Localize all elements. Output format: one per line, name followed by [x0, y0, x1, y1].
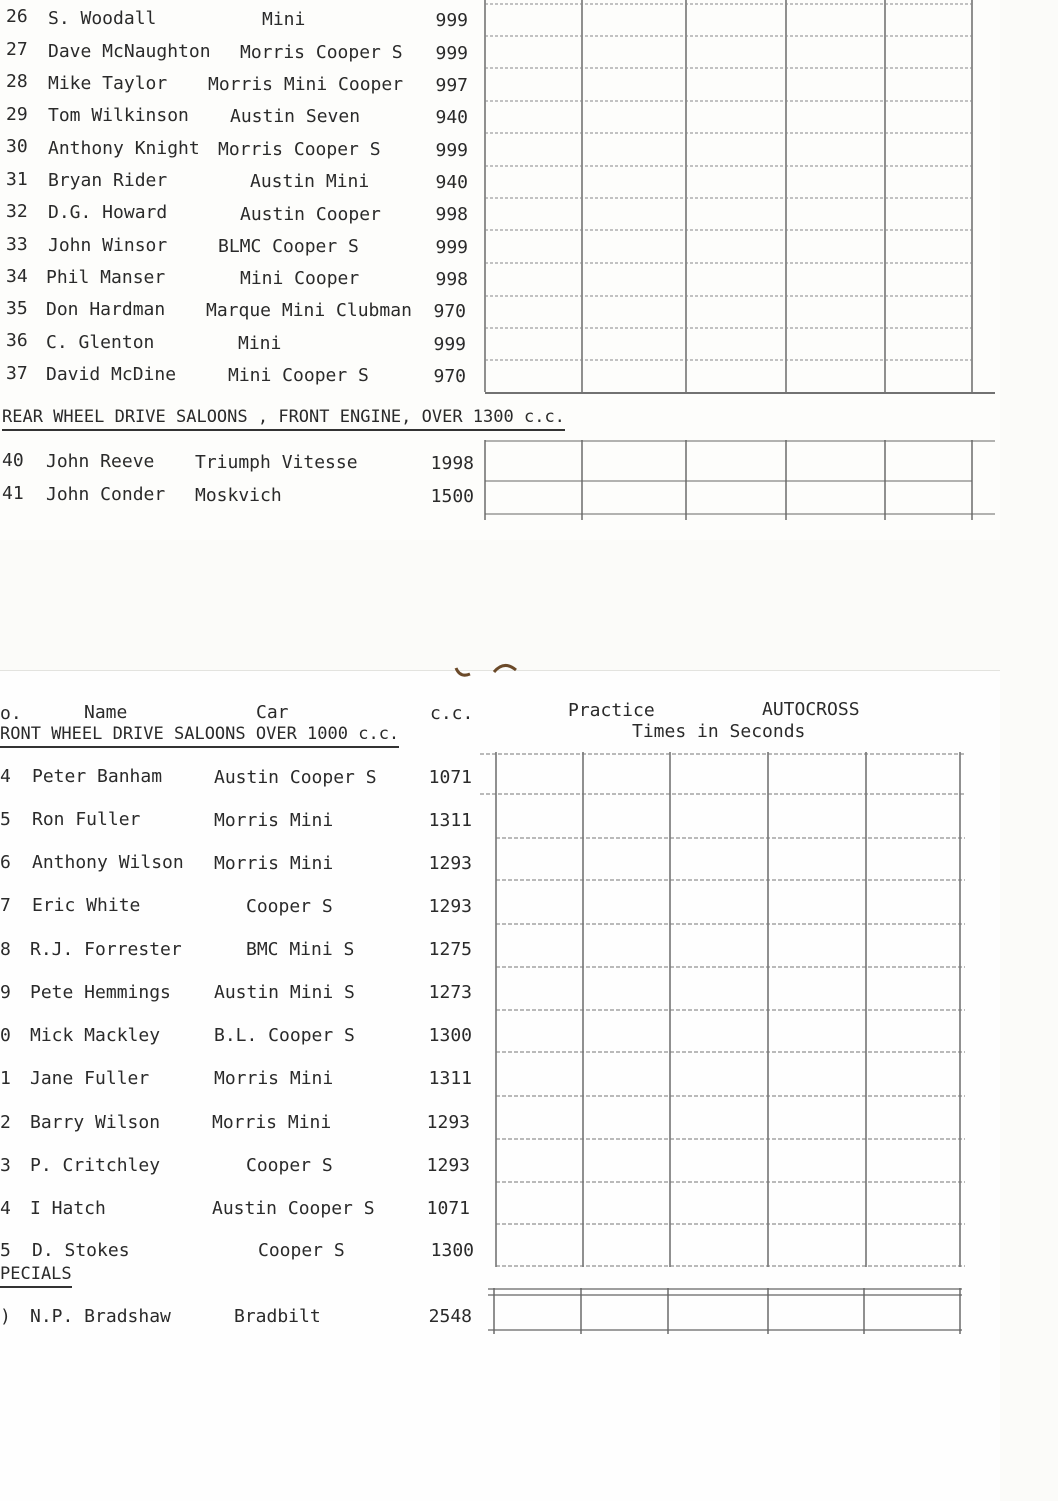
engine-cc: 999 — [435, 237, 468, 258]
entry-number: 29 — [6, 104, 28, 125]
engine-cc: 999 — [435, 10, 468, 31]
entry-number: 4 — [0, 1198, 11, 1219]
engine-cc: 1293 — [426, 1112, 470, 1133]
car-model: Austin Cooper S — [214, 767, 377, 788]
driver-name: David McDine — [46, 364, 177, 385]
engine-cc: 1293 — [428, 853, 472, 874]
entry-number: 2 — [0, 1112, 11, 1133]
column-header-car: Car — [256, 702, 289, 723]
driver-name: Peter Banham — [32, 766, 163, 787]
engine-cc: 998 — [435, 204, 468, 225]
car-model: Marque Mini Clubman — [206, 300, 412, 321]
column-header-practice: Practice — [568, 700, 655, 721]
driver-name: D. Stokes — [32, 1240, 130, 1261]
rear-times-grid — [480, 438, 1000, 524]
upper-times-grid — [480, 0, 1000, 400]
car-model: Bradbilt — [234, 1306, 321, 1327]
engine-cc: 999 — [435, 43, 468, 64]
engine-cc: 1500 — [430, 486, 474, 507]
driver-name: C. Glenton — [46, 332, 155, 353]
section-heading-front-wheel-drive: RONT WHEEL DRIVE SALOONS OVER 1000 c.c. — [0, 723, 399, 748]
car-model: Cooper S — [258, 1240, 345, 1261]
column-header-number: o. — [0, 703, 22, 724]
engine-cc: 997 — [435, 75, 468, 96]
entry-number: 6 — [0, 852, 11, 873]
entry-number: 9 — [0, 982, 11, 1003]
car-model: Cooper S — [246, 896, 333, 917]
engine-cc: 940 — [435, 172, 468, 193]
driver-name: N.P. Bradshaw — [30, 1306, 171, 1327]
car-model: Morris Mini — [212, 1112, 332, 1133]
car-model: Austin Cooper — [240, 204, 381, 225]
entry-number: ) — [0, 1306, 11, 1327]
driver-name: Don Hardman — [46, 299, 166, 320]
driver-name: S. Woodall — [48, 8, 157, 29]
entry-number: 37 — [6, 363, 28, 384]
section-heading-specials: PECIALS — [0, 1263, 72, 1288]
car-model: Morris Mini — [214, 810, 334, 831]
engine-cc: 1293 — [426, 1155, 470, 1176]
car-model: Austin Cooper S — [212, 1198, 375, 1219]
car-model: Triumph Vitesse — [195, 452, 358, 473]
driver-name: Tom Wilkinson — [48, 105, 189, 126]
engine-cc: 998 — [435, 269, 468, 290]
entry-number: 32 — [6, 201, 28, 222]
car-model: BMC Mini S — [246, 939, 355, 960]
column-header-cc: c.c. — [430, 703, 474, 724]
entry-number: 4 — [0, 766, 11, 787]
car-model: Mini — [238, 333, 282, 354]
entry-number: 34 — [6, 266, 28, 287]
column-header-times: Times in Seconds — [632, 721, 806, 742]
engine-cc: 940 — [435, 107, 468, 128]
entry-number: 40 — [2, 450, 24, 471]
car-model: Austin Seven — [230, 106, 361, 127]
entry-number: 5 — [0, 809, 11, 830]
engine-cc: 999 — [433, 334, 466, 355]
entry-number: 5 — [0, 1240, 11, 1261]
entry-number: 33 — [6, 234, 28, 255]
car-model: B.L. Cooper S — [214, 1025, 355, 1046]
engine-cc: 1071 — [428, 767, 472, 788]
entry-number: 35 — [6, 298, 28, 319]
lower-times-grid — [480, 750, 980, 1270]
entry-number: 7 — [0, 895, 11, 916]
engine-cc: 1311 — [428, 810, 472, 831]
car-model: Morris Mini — [214, 1068, 334, 1089]
entry-number: 30 — [6, 136, 28, 157]
engine-cc: 1071 — [426, 1198, 470, 1219]
driver-name: John Winsor — [48, 235, 168, 256]
car-model: BLMC Cooper S — [218, 236, 359, 257]
section-heading-rear-wheel-drive: REAR WHEEL DRIVE SALOONS , FRONT ENGINE, OVER 1300 c.c. — [2, 406, 565, 431]
car-model: Morris Cooper S — [240, 42, 403, 63]
engine-cc: 1300 — [430, 1240, 474, 1261]
driver-name: Mike Taylor — [48, 73, 168, 94]
driver-name: Ron Fuller — [32, 809, 141, 830]
driver-name: Phil Manser — [46, 267, 166, 288]
driver-name: R.J. Forrester — [30, 939, 182, 960]
driver-name: Pete Hemmings — [30, 982, 171, 1003]
engine-cc: 999 — [435, 140, 468, 161]
engine-cc: 2548 — [428, 1306, 472, 1327]
car-model: Cooper S — [246, 1155, 333, 1176]
driver-name: Anthony Knight — [48, 138, 200, 159]
entry-number: 41 — [2, 483, 24, 504]
entry-number: 0 — [0, 1025, 11, 1046]
driver-name: Anthony Wilson — [32, 852, 184, 873]
engine-cc: 970 — [433, 366, 466, 387]
driver-name: Bryan Rider — [48, 170, 168, 191]
entry-number: 28 — [6, 71, 28, 92]
column-header-autocross: AUTOCROSS — [762, 699, 860, 720]
driver-name: D.G. Howard — [48, 202, 168, 223]
car-model: Austin Mini — [250, 171, 370, 192]
driver-name: John Conder — [46, 484, 166, 505]
engine-cc: 1275 — [428, 939, 472, 960]
column-header-name: Name — [84, 702, 128, 723]
engine-cc: 1273 — [428, 982, 472, 1003]
entry-number: 26 — [6, 6, 28, 27]
car-model: Morris Cooper S — [218, 139, 381, 160]
entry-number: 1 — [0, 1068, 11, 1089]
car-model: Mini Cooper — [240, 268, 360, 289]
entry-number: 8 — [0, 939, 11, 960]
driver-name: Mick Mackley — [30, 1025, 161, 1046]
engine-cc: 970 — [433, 301, 466, 322]
car-model: Mini Cooper S — [228, 365, 369, 386]
engine-cc: 1293 — [428, 896, 472, 917]
car-model: Mini — [262, 9, 306, 30]
driver-name: I Hatch — [30, 1198, 106, 1219]
driver-name: Dave McNaughton — [48, 41, 211, 62]
engine-cc: 1998 — [430, 453, 474, 474]
staple-mark — [450, 656, 524, 682]
entry-number: 36 — [6, 330, 28, 351]
engine-cc: 1300 — [428, 1025, 472, 1046]
car-model: Morris Mini Cooper — [208, 74, 404, 95]
driver-name: P. Critchley — [30, 1155, 161, 1176]
driver-name: Eric White — [32, 895, 141, 916]
entry-number: 27 — [6, 39, 28, 60]
driver-name: Jane Fuller — [30, 1068, 150, 1089]
specials-times-grid — [486, 1286, 976, 1338]
car-model: Moskvich — [195, 485, 282, 506]
car-model: Austin Mini S — [214, 982, 355, 1003]
driver-name: John Reeve — [46, 451, 155, 472]
car-model: Morris Mini — [214, 853, 334, 874]
driver-name: Barry Wilson — [30, 1112, 161, 1133]
entry-number: 31 — [6, 169, 28, 190]
entry-number: 3 — [0, 1155, 11, 1176]
engine-cc: 1311 — [428, 1068, 472, 1089]
